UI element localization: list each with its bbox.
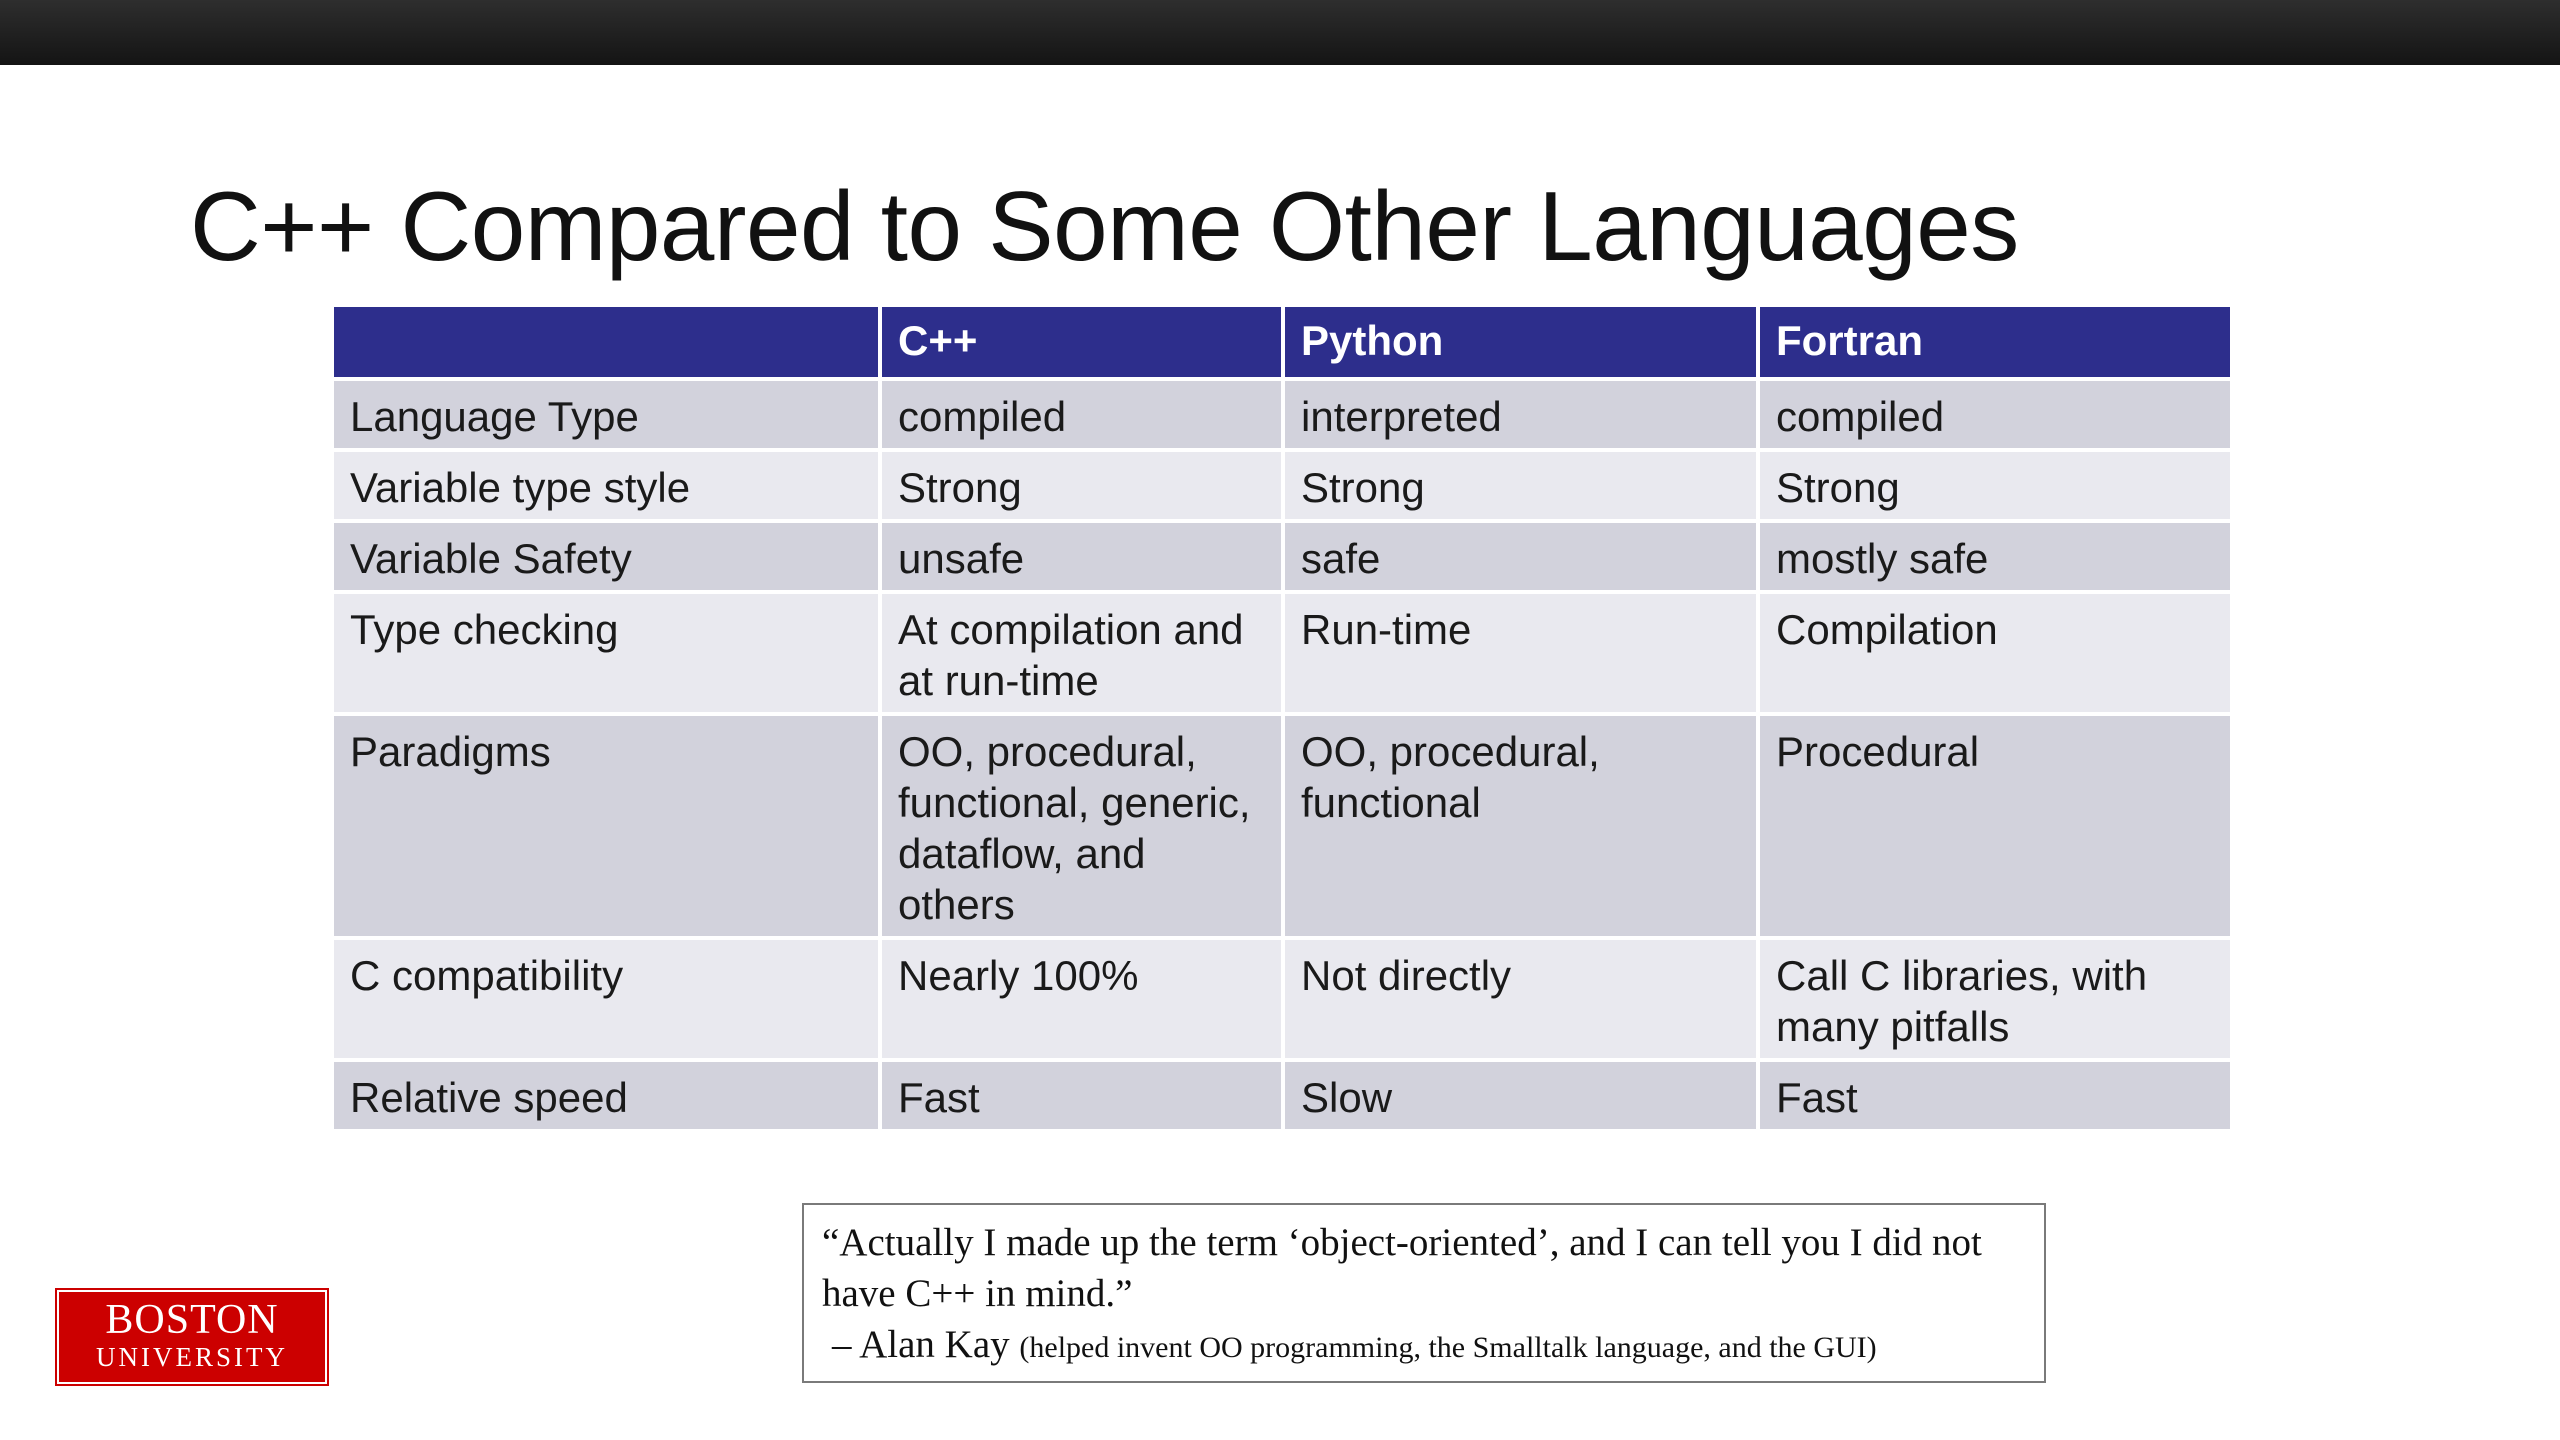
- table-row: [332, 521, 2232, 592]
- row-label: Variable type style: [332, 450, 880, 521]
- python-cell: OO, procedural, functional: [1283, 714, 1758, 938]
- python-cell: safe: [1283, 521, 1758, 592]
- header-cell-python: Python: [1283, 305, 1758, 379]
- fortran-cell: Fast: [1758, 1060, 2232, 1131]
- row-label: Type checking: [332, 592, 880, 714]
- logo-line-2: UNIVERSITY: [96, 1342, 288, 1372]
- fortran-cell: Compilation: [1758, 592, 2232, 714]
- boston-university-logo: [57, 1290, 327, 1384]
- cpp-cell: Strong: [880, 450, 1283, 521]
- row-label: C compatibility: [332, 938, 880, 1060]
- table-row: [332, 592, 2232, 714]
- table-row: [332, 938, 2232, 1060]
- fortran-cell: Call C libraries, with many pitfalls: [1758, 938, 2232, 1060]
- fortran-cell: Procedural: [1758, 714, 2232, 938]
- logo-line-1: BOSTON: [105, 1297, 279, 1343]
- python-cell: Strong: [1283, 450, 1758, 521]
- header-cell-fortran: Fortran: [1758, 305, 2232, 379]
- table-row: [332, 714, 2232, 938]
- cpp-cell: Nearly 100%: [880, 938, 1283, 1060]
- cpp-cell: compiled: [880, 379, 1283, 450]
- python-cell: Run-time: [1283, 592, 1758, 714]
- comparison-table: [330, 303, 2234, 1133]
- quote-text: “Actually I made up the term ‘object-oriented’, and I can tell you I did not have C++ in mind.”: [822, 1221, 1982, 1315]
- fortran-cell: mostly safe: [1758, 521, 2232, 592]
- python-cell: Not directly: [1283, 938, 1758, 1060]
- quote-author-note: (helped invent OO programming, the Smalltalk language, and the GUI): [1019, 1331, 1877, 1364]
- python-cell: interpreted: [1283, 379, 1758, 450]
- cpp-cell: At compilation and at run-time: [880, 592, 1283, 714]
- table-row: [332, 1060, 2232, 1131]
- fortran-cell: compiled: [1758, 379, 2232, 450]
- header-cell-cpp: C++: [880, 305, 1283, 379]
- quote-box: [802, 1203, 2046, 1383]
- row-label: Paradigms: [332, 714, 880, 938]
- slide-title: C++ Compared to Some Other Languages: [190, 171, 2019, 281]
- table-row: [332, 450, 2232, 521]
- python-cell: Slow: [1283, 1060, 1758, 1131]
- cpp-cell: unsafe: [880, 521, 1283, 592]
- table-row: [332, 379, 2232, 450]
- quote-attribution: [822, 1319, 2026, 1374]
- row-label: Language Type: [332, 379, 880, 450]
- fortran-cell: Strong: [1758, 450, 2232, 521]
- cpp-cell: OO, procedural, functional, generic, dataflow, and others: [880, 714, 1283, 938]
- header-cell-blank: [332, 305, 880, 379]
- row-label: Variable Safety: [332, 521, 880, 592]
- header-row: [332, 305, 2232, 379]
- top-bar: [0, 0, 2560, 65]
- cpp-cell: Fast: [880, 1060, 1283, 1131]
- quote-author: – Alan Kay: [832, 1323, 1010, 1366]
- row-label: Relative speed: [332, 1060, 880, 1131]
